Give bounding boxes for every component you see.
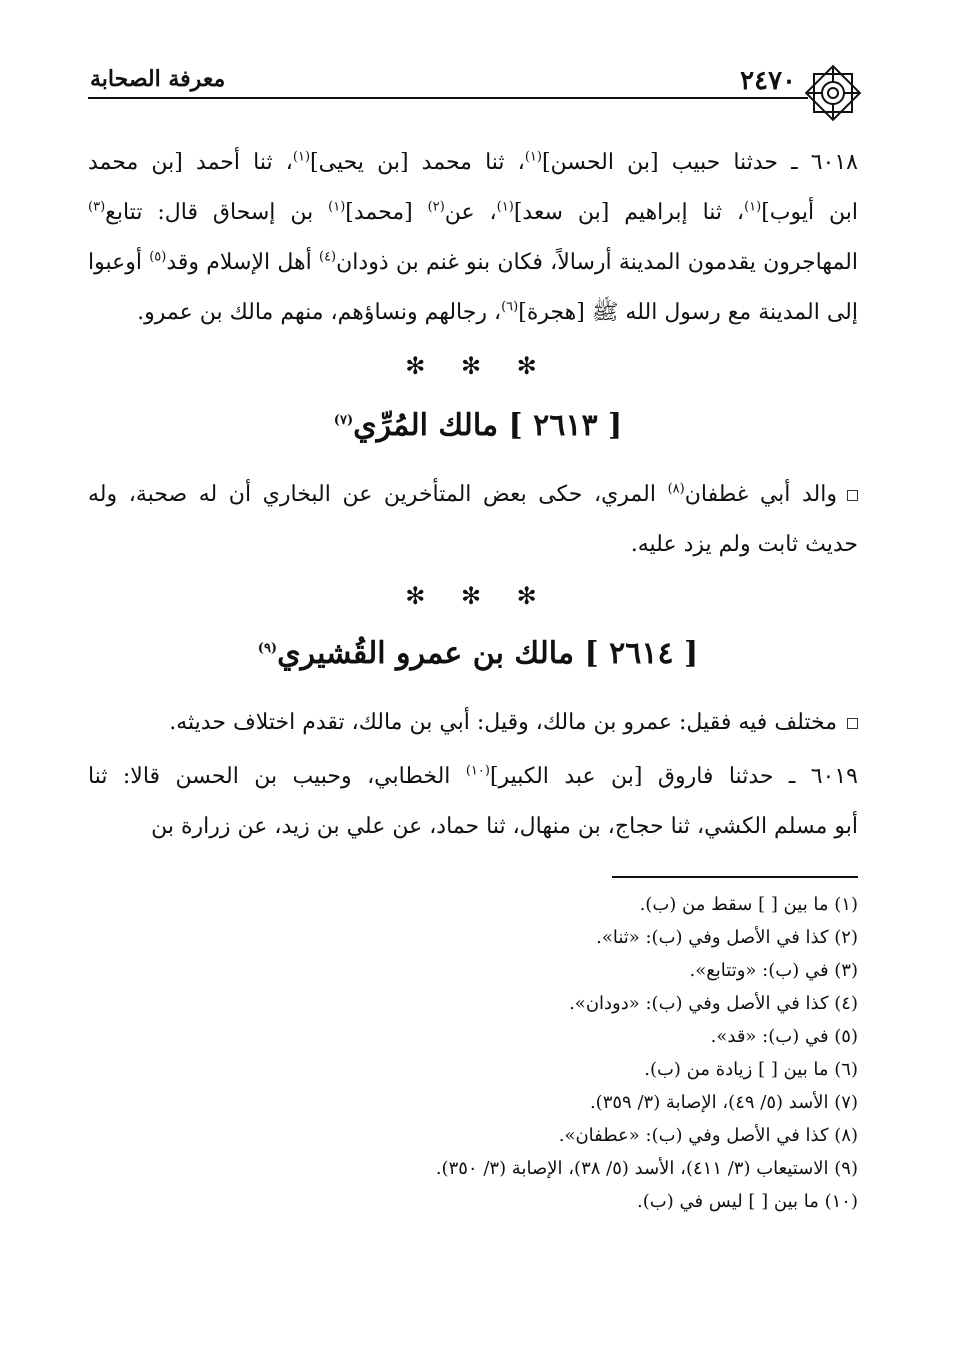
footnote-ref: (٢): [427, 199, 445, 215]
text-segment: مختلف فيه فقيل: عمرو بن مالك، وقيل: أبي بن مالك، تقدم اختلاف حديثه.: [169, 710, 837, 735]
text-segment: أوعبوا: [88, 250, 150, 275]
text-segment: [محمد]: [345, 200, 428, 225]
footnote-item: (٣) في (ب): «وتتابع».: [689, 960, 858, 981]
section-separator-stars: ✻ ✻ ✻: [405, 352, 551, 380]
text-line: [88, 188, 858, 238]
footnote-ref: (٤): [318, 249, 337, 265]
octagram-ornament-icon: [802, 62, 864, 124]
square-bullet-icon: [847, 490, 858, 501]
text-segment: إلى المدينة مع رسول الله ﷺ [هجرة]: [518, 300, 858, 325]
footnote-item: (١) ما بين [ ] سقط من (ب).: [639, 894, 858, 915]
text-line: [88, 802, 858, 852]
footnote-ref: (٦): [501, 299, 519, 315]
entry-title-2614: [0, 636, 956, 671]
entry-footnote-ref: (٧): [333, 413, 354, 428]
text-segment: ٦٠١٩ ـ حدثنا فاروق [بن عبد الكبير]: [489, 764, 858, 789]
footnotes-list: [98, 888, 858, 1218]
text-line: [88, 752, 858, 802]
text-segment: ، عن: [444, 200, 497, 225]
text-line: [88, 520, 858, 570]
entry-title-2613: [0, 408, 956, 443]
hadith-6018-paragraph: [88, 138, 858, 338]
footnote-item: (٥) في (ب): «قد».: [710, 1026, 858, 1047]
text-segment: ابن أيوب]: [761, 200, 859, 225]
footnote-item: (٤) كذا في الأصل وفي (ب): «دودان».: [569, 993, 858, 1014]
footnote-ref: (١): [744, 199, 762, 215]
section-separator-stars: ✻ ✻ ✻: [405, 582, 551, 610]
text-segment: أهل الإسلام وقد: [166, 250, 319, 275]
text-segment: الخطابي، وحبيب بن الحسن قالا: ثنا: [88, 764, 466, 789]
text-segment: ، ثنا محمد [بن يحيى]: [310, 150, 525, 175]
entry-2613-paragraph: [88, 470, 858, 570]
footnote-ref: (٥): [149, 249, 167, 265]
text-line: [88, 138, 858, 188]
footnote-ref: (١): [524, 149, 542, 165]
text-segment: المهاجرون يقدمون المدينة أرسالاً، فكان بنو غنم بن ذودان: [336, 250, 858, 275]
entry-title-text: [ ٢٦١٣ ] مالك المُرِّي: [353, 408, 623, 443]
text-segment: ، ثنا أحمد [بن محمد: [88, 150, 293, 175]
square-bullet-icon: [847, 718, 858, 729]
footnote-ref: (١): [292, 149, 311, 165]
footnote-ref: (١٠): [465, 763, 490, 779]
text-line: [88, 238, 858, 288]
text-segment: ، ثنا إبراهيم [بن سعد]: [513, 200, 745, 225]
footnote-ref: (٨): [667, 481, 685, 497]
footnote-item: (٢) كذا في الأصل وفي (ب): «ثنا».: [596, 927, 858, 948]
text-segment: حديث ثابت ولم يزد عليه.: [630, 532, 858, 557]
footnote-item: (٨) كذا في الأصل وفي (ب): «عطفان».: [558, 1125, 858, 1146]
text-segment: أبو مسلم الكشي، ثنا حجاج، بن منهال، ثنا حماد، عن علي بن زيد، عن زرارة بن: [151, 814, 858, 839]
footnote-divider: [612, 876, 858, 878]
footnote-item: (٧) الأسد (٥/ ٤٩)، الإصابة (٣/ ٣٥٩).: [589, 1092, 858, 1113]
entry-2614-paragraph: [88, 698, 858, 748]
page-number: ٢٤٧٠: [740, 66, 796, 96]
header-divider: [88, 97, 808, 99]
book-title: معرفة الصحابة: [90, 66, 226, 92]
footnote-item: (٩) الاستيعاب (٣/ ٤١١)، الأسد (٥/ ٣٨)، الإصابة (٣/ ٣٥٠).: [435, 1158, 858, 1179]
text-line: [88, 698, 858, 748]
text-segment: والد أبي غطفان: [684, 482, 837, 507]
text-segment: ، رجالهم ونساؤهم، منهم مالك بن عمرو.: [137, 300, 502, 325]
footnote-ref: (٣): [88, 199, 106, 215]
text-segment: المري، حكى بعض المتأخرين عن البخاري أن له صحبة، وله: [88, 482, 668, 507]
entry-title-text: [ ٢٦١٤ ] مالك بن عمرو القُشيري: [277, 636, 699, 671]
hadith-6019-paragraph: [88, 752, 858, 852]
text-segment: بن إسحاق قال: تتابع: [105, 200, 329, 225]
entry-footnote-ref: (٩): [257, 641, 278, 656]
footnote-ref: (١): [496, 199, 514, 215]
footnote-item: (١٠) ما بين [ ] ليس في (ب).: [637, 1191, 858, 1212]
footnote-item: (٦) ما بين [ ] زيادة من (ب).: [644, 1059, 858, 1080]
footnote-ref: (١): [328, 199, 346, 215]
text-line: [88, 288, 858, 338]
text-segment: ٦٠١٨ ـ حدثنا حبيب [بن الحسن]: [541, 150, 858, 175]
text-line: [88, 470, 858, 520]
